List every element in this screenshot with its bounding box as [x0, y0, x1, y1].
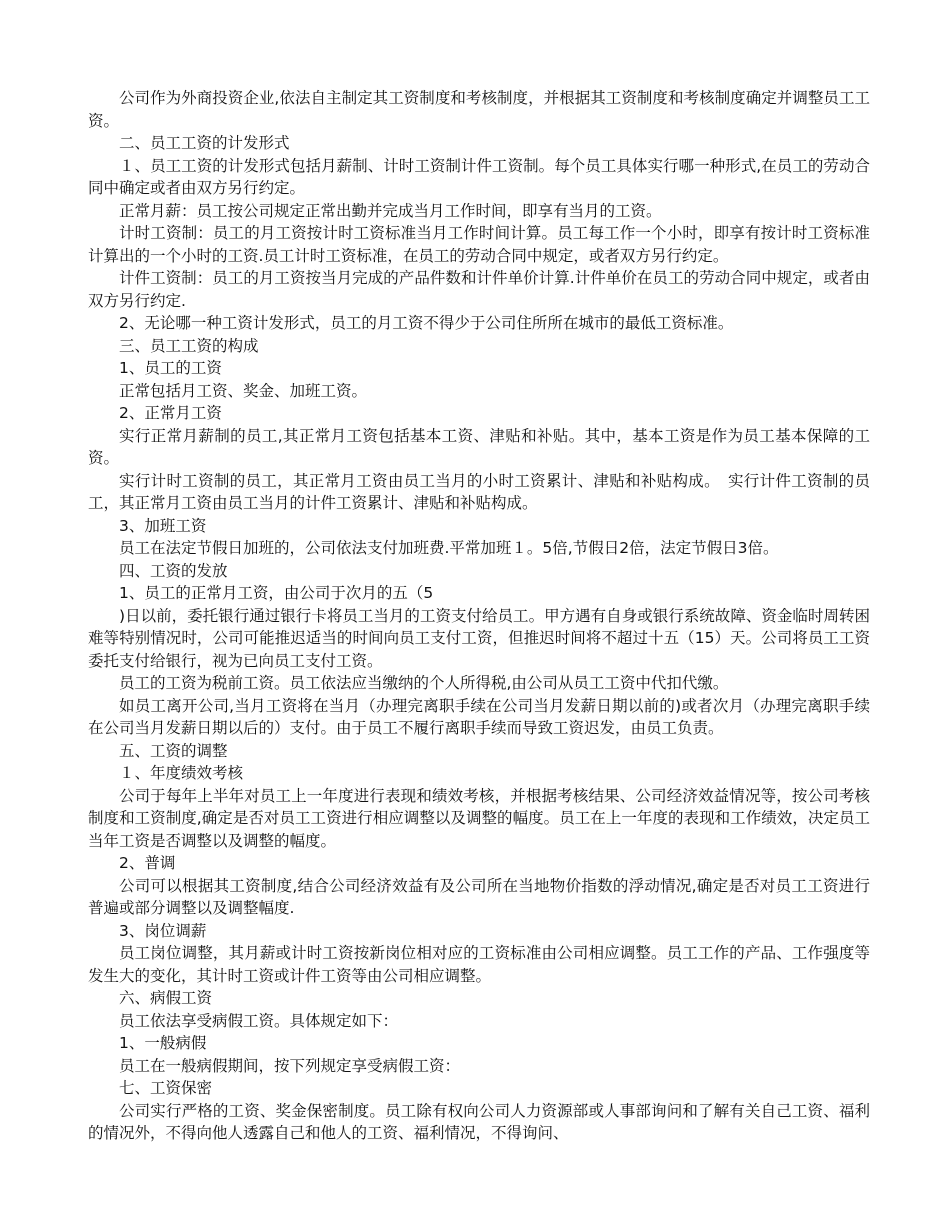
section-heading: 六、病假工资 — [119, 989, 213, 1007]
subsection-heading: 2、正常月工资 — [119, 404, 222, 422]
section-heading: 二、员工工资的计发形式 — [119, 134, 290, 152]
paragraph: 1、员工的正常月工资，由公司于次月的五（5 — [119, 584, 434, 602]
paragraph: 正常月薪：员工按公司规定正常出勤并完成当月工作时间，即享有当月的工资。 — [119, 201, 662, 220]
subsection-heading: １、年度绩效考核 — [119, 764, 244, 782]
paragraph: 计时工资制：员工的月工资按计时工资标准当月工作时间计算。员工每工作一个小时，即享有按计时工资标准计算出的一个小时的工资.员工计时工资标准，在员工的劳动合同中规定，或者双方另行约定。 — [88, 224, 870, 265]
paragraph: 公司可以根据其工资制度,结合公司经济效益有及公司所在当地物价指数的浮动情况,确定是否对员工工资进行普遍或部分调整以及调整幅度. — [88, 876, 870, 917]
paragraph: 员工依法享受病假工资。具体规定如下： — [119, 1011, 399, 1030]
paragraph: 正常包括月工资、奖金、加班工资。 — [119, 381, 368, 400]
paragraph: 实行正常月薪制的员工,其正常月工资包括基本工资、津贴和补贴。其中，基本工资是作为员工基本保障的工资。 — [88, 426, 870, 467]
section-heading: 五、工资的调整 — [119, 741, 228, 760]
subsection-heading: 3、加班工资 — [119, 516, 207, 535]
paragraph: 员工在一般病假期间，按下列规定享受病假工资： — [119, 1056, 461, 1075]
section-heading: 三、员工工资的构成 — [119, 336, 259, 355]
document-body — [88, 87, 870, 1145]
paragraph: 计件工资制：员工的月工资按当月完成的产品件数和计件单价计算.计件单价在员工的劳动合同中规定，或者由双方另行约定. — [88, 269, 870, 310]
paragraph: 公司实行严格的工资、奖金保密制度。员工除有权向公司人力资源部或人事部询问和了解有关自己工资、福利的情况外，不得向他人透露自己和他人的工资、福利情况，不得询问、 — [88, 1101, 870, 1142]
paragraph: １、员工工资的计发形式包括月薪制、计时工资制计件工资制。每个员工具体实行哪一种形式,在员工的劳动合同中确定或者由双方另行约定。 — [88, 156, 870, 197]
paragraph: )日以前，委托银行通过银行卡将员工当月的工资支付给员工。甲方遇有自身或银行系统故障、资金临时周转困难等特别情况时，公司可能推迟适当的时间向员工支付工资，但推迟时间将不超过十五（15）天。公司将员工工资委托支付给银行，视为已向员工支付工资。 — [88, 606, 870, 670]
paragraph: 员工岗位调整，其月薪或计时工资按新岗位相对应的工资标准由公司相应调整。员工工作的产品、工作强度等发生大的变化，其计时工资或计件工资等由公司相应调整。 — [88, 944, 870, 985]
paragraph: 员工的工资为税前工资。员工依法应当缴纳的个人所得税,由公司从员工工资中代扣代缴。 — [119, 674, 729, 692]
subsection-heading: 1、一般病假 — [119, 1034, 207, 1052]
paragraph: 员工在法定节假日加班的，公司依法支付加班费.平常加班１。5倍,节假日2倍，法定节假日3倍。 — [119, 539, 779, 557]
section-heading: 七、工资保密 — [119, 1079, 213, 1097]
subsection-heading: 3、岗位调薪 — [119, 921, 207, 940]
paragraph: 公司作为外商投资企业,依法自主制定其工资制度和考核制度，并根据其工资制度和考核制度确定并调整员工工资。 — [88, 89, 870, 130]
paragraph: 如员工离开公司,当月工资将在当月（办理完离职手续在公司当月发薪日期以前的)或者次月（办理完离职手续在公司当月发薪日期以后的）支付。由于员工不履行离职手续而导致工资迟发，由员工负责。 — [88, 696, 870, 737]
paragraph: 实行计时工资制的员工，其正常月工资由员工当月的小时工资累计、津贴和补贴构成。 实行计件工资制的员工，其正常月工资由员工当月的计件工资累计、津贴和补贴构成。 — [88, 471, 870, 512]
section-heading: 四、工资的发放 — [119, 561, 228, 580]
subsection-heading: 2、普调 — [119, 854, 176, 872]
paragraph: 2、无论哪一种工资计发形式，员工的月工资不得少于公司住所所在城市的最低工资标准。 — [119, 314, 734, 332]
paragraph: 公司于每年上半年对员工上一年度进行表现和绩效考核，并根据考核结果、公司经济效益情况等，按公司考核制度和工资制度,确定是否对员工工资进行相应调整以及调整的幅度。员工在上一年度的表现和工作绩效，决定员工当年工资是否调整以及调整的幅度。 — [88, 786, 870, 850]
subsection-heading: 1、员工的工资 — [119, 359, 222, 377]
